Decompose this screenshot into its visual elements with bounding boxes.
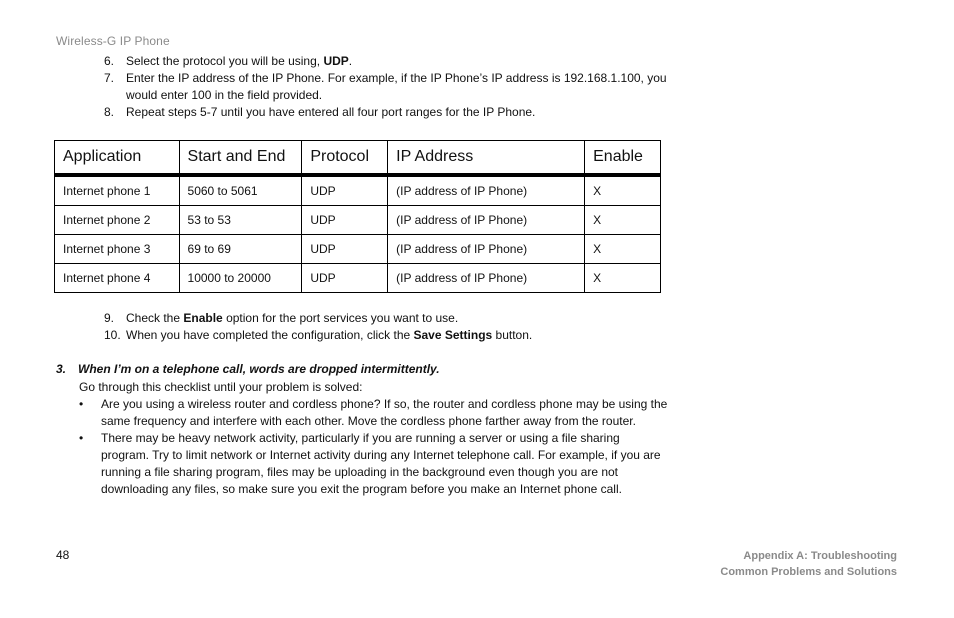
table-cell: 10000 to 20000 xyxy=(179,264,302,293)
question-number: 3. xyxy=(56,362,67,376)
step-item xyxy=(104,327,684,344)
table-cell: (IP address of IP Phone) xyxy=(388,235,585,264)
list-item-text: Are you using a wireless router and cordless phone? If so, the router and cordless phone may be using the same frequency and interfere with each other. Move the cordless phone farther away from the router. xyxy=(101,397,668,428)
column-header-application: Application xyxy=(55,141,180,176)
step-number: 8. xyxy=(104,105,115,119)
running-header: Wireless-G IP Phone xyxy=(56,34,170,48)
step-item xyxy=(104,104,684,121)
table-cell: 69 to 69 xyxy=(179,235,302,264)
table-cell: (IP address of IP Phone) xyxy=(388,175,585,206)
page-number: 48 xyxy=(56,548,70,562)
step-number: 6. xyxy=(104,54,115,68)
port-ranges-table xyxy=(54,140,661,293)
list-item-text: There may be heavy network activity, particularly if you are running a server or using a file sharing program. Try to limit network or Internet activity during any Internet telephone call. For example, if you are running a file sharing program, files may be uploading in the background even though you are not downloading any files, so make sure you exit the program before you make an Internet phone call. xyxy=(101,431,661,496)
question-intro: Go through this checklist until your problem is solved: xyxy=(79,380,363,394)
list-item xyxy=(79,430,669,498)
list-item xyxy=(79,396,669,430)
step-text: When you have completed the configuration, click the Save Settings button. xyxy=(126,328,533,342)
running-footer xyxy=(720,548,897,580)
table-cell: Internet phone 4 xyxy=(55,264,180,293)
step-text: Select the protocol you will be using, UDP. xyxy=(126,54,353,68)
table-cell: (IP address of IP Phone) xyxy=(388,264,585,293)
table-header-row xyxy=(55,141,661,176)
step-item xyxy=(104,310,684,327)
table-cell: X xyxy=(585,206,661,235)
checklist xyxy=(79,396,669,498)
step-emphasis: Save Settings xyxy=(413,328,493,342)
table-cell: UDP xyxy=(302,206,388,235)
column-header-ip-address: IP Address xyxy=(388,141,585,176)
step-number: 10. xyxy=(104,328,121,342)
question-heading xyxy=(56,362,440,376)
step-emphasis: Enable xyxy=(183,311,223,325)
table-cell: Internet phone 3 xyxy=(55,235,180,264)
table-cell: Internet phone 2 xyxy=(55,206,180,235)
step-number: 9. xyxy=(104,311,115,325)
step-item xyxy=(104,70,684,104)
table-row xyxy=(55,175,661,206)
table-row xyxy=(55,235,661,264)
steps-list-bottom xyxy=(104,310,684,344)
step-text: Enter the IP address of the IP Phone. For example, if the IP Phone’s IP address is 192.168.1.100, you would enter 100 in the field provided. xyxy=(126,71,667,102)
step-text: Repeat steps 5-7 until you have entered all four port ranges for the IP Phone. xyxy=(126,105,536,119)
table-row xyxy=(55,264,661,293)
step-number: 7. xyxy=(104,71,115,85)
step-text: Check the Enable option for the port services you want to use. xyxy=(126,311,459,325)
column-header-protocol: Protocol xyxy=(302,141,388,176)
column-header-enable: Enable xyxy=(585,141,661,176)
column-header-start-end: Start and End xyxy=(179,141,302,176)
bullet-icon: • xyxy=(79,397,84,411)
footer-section: Common Problems and Solutions xyxy=(720,566,897,578)
steps-list-top xyxy=(104,53,684,121)
table-cell: 5060 to 5061 xyxy=(179,175,302,206)
table-cell: X xyxy=(585,235,661,264)
step-emphasis: UDP xyxy=(323,54,349,68)
table-cell: 53 to 53 xyxy=(179,206,302,235)
footer-chapter: Appendix A: Troubleshooting xyxy=(743,550,897,562)
table-cell: UDP xyxy=(302,175,388,206)
table-cell: Internet phone 1 xyxy=(55,175,180,206)
table-cell: X xyxy=(585,264,661,293)
question-text: When I’m on a telephone call, words are dropped intermittently. xyxy=(78,362,440,376)
table-row xyxy=(55,206,661,235)
table-cell: UDP xyxy=(302,264,388,293)
table-cell: X xyxy=(585,175,661,206)
table-cell: (IP address of IP Phone) xyxy=(388,206,585,235)
table-cell: UDP xyxy=(302,235,388,264)
step-item xyxy=(104,53,684,70)
bullet-icon: • xyxy=(79,431,84,445)
